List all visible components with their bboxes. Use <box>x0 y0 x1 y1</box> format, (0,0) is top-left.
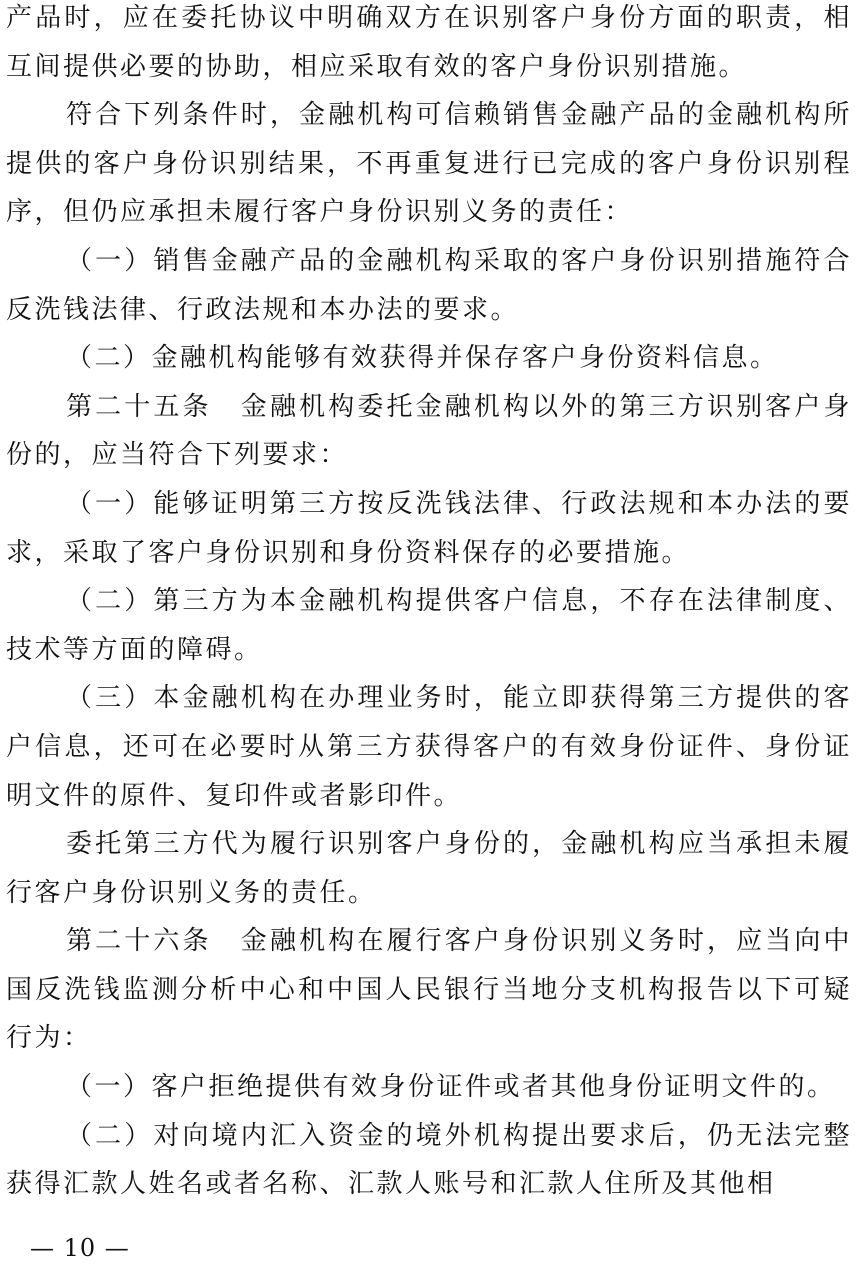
paragraph-8: （三）本金融机构在办理业务时，能立即获得第三方提供的客户信息，还可在必要时从第三方获得客户的有效身份证件、身份证明文件的原件、复印件或者影印件。 <box>6 683 852 811</box>
paragraph-1: 产品时，应在委托协议中明确双方在识别客户身份方面的职责，相互间提供必要的协助，相应采取有效的客户身份识别措施。 <box>6 3 852 82</box>
article-25-heading: 第二十五条 金融机构委托金融机构以外的第三方识别客户身份的，应当符合下列要求： <box>6 391 852 471</box>
paragraph-12: （二）对向境内汇入资金的境外机构提出要求后，仍无法完整获得汇款人姓名或者名称、汇款人账号和汇款人住所及其他相 <box>6 1120 852 1200</box>
paragraph-7: （二）第三方为本金融机构提供客户信息，不存在法律制度、技术等方面的障碍。 <box>6 586 852 665</box>
paragraph-11: （一）客户拒绝提供有效身份证件或者其他身份证明文件的。 <box>66 1072 836 1103</box>
paragraph-2: 符合下列条件时，金融机构可信赖销售金融产品的金融机构所提供的客户身份识别结果，不再重复进行已完成的客户身份识别程序，但仍应承担未履行客户身份识别义务的责任： <box>6 100 852 228</box>
paragraph-6: （一）能够证明第三方按反洗钱法律、行政法规和本办法的要求，采取了客户身份识别和身份资料保存的必要措施。 <box>6 488 852 568</box>
document-body <box>6 0 852 1209</box>
page-number: — 10 — <box>30 1234 130 1262</box>
paragraph-3: （一）销售金融产品的金融机构采取的客户身份识别措施符合反洗钱法律、行政法规和本办法的要求。 <box>6 245 852 325</box>
paragraph-4: （二）金融机构能够有效获得并保存客户身份资料信息。 <box>66 343 779 374</box>
paragraph-9: 委托第三方代为履行识别客户身份的，金融机构应当承担未履行客户身份识别义务的责任。 <box>6 829 852 908</box>
article-26-heading: 第二十六条 金融机构在履行客户身份识别义务时，应当向中国反洗钱监测分析中心和中国人民银行当地分支机构报告以下可疑行为： <box>6 926 852 1054</box>
